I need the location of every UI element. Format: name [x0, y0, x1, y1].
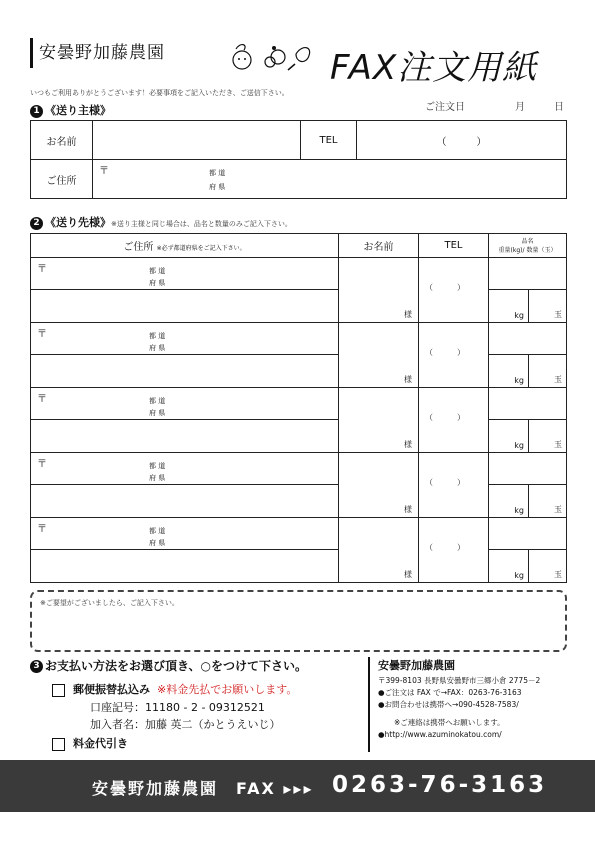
row-tel-paren: （ ） [425, 413, 465, 422]
row-item-field[interactable] [489, 258, 567, 290]
transfer-checkbox[interactable] [52, 684, 65, 697]
row-name-field[interactable] [339, 518, 419, 583]
row-pref-1: 都 道 [149, 527, 166, 535]
row-kg-field[interactable] [489, 550, 529, 583]
row-tel-paren: （ ） [425, 348, 465, 357]
payment-title-text: お支払い方法をお選び頂き、○をつけて下さい。 [45, 659, 307, 673]
row-tama-unit: 玉 [554, 505, 562, 514]
row-tel-field[interactable] [419, 258, 489, 323]
row-sama: 様 [404, 570, 412, 579]
transfer-label: 郵便振替払込み [73, 683, 150, 696]
row-address-top[interactable] [31, 258, 339, 290]
row-tel-paren: （ ） [425, 543, 465, 552]
account-number: 口座記号：11180 - 2 - 09312521 [90, 701, 265, 714]
section-number: 1 [30, 105, 43, 118]
footer-text: 安曇野加藤農園 FAX ▸▸▸ [92, 779, 314, 798]
row-item-field[interactable] [489, 453, 567, 485]
col-tel: TEL [419, 234, 489, 258]
col-address-note: ※必ず都道府県をご記入下さい。 [156, 245, 246, 252]
row-address-top[interactable] [31, 453, 339, 485]
request-note: ※ご要望がございましたら、ご記入下さい。 [40, 599, 179, 607]
row-postal-mark: 〒 [37, 459, 47, 470]
row-kg-unit: kg [514, 311, 524, 320]
info-url: ●http://www.azuminokatou.com/ [378, 730, 502, 739]
col-item [489, 234, 567, 258]
cod-checkbox[interactable] [52, 738, 65, 751]
row-pref-2: 府 県 [149, 474, 166, 482]
row-address-bottom[interactable] [31, 485, 339, 518]
row-kg-field[interactable] [489, 290, 529, 323]
farm-name-title: 安曇野加藤農園 [30, 38, 165, 68]
row-address-bottom[interactable] [31, 420, 339, 453]
sender-address-field[interactable] [93, 160, 567, 199]
sender-tel-field[interactable] [357, 121, 567, 160]
section-number: 3 [30, 660, 43, 673]
recipient-note: ※送り主様と同じ場合は、品名と数量のみご記入下さい。 [111, 220, 292, 228]
sender-name-field[interactable] [93, 121, 301, 160]
row-postal-mark: 〒 [37, 329, 47, 340]
row-address-top[interactable] [31, 388, 339, 420]
col-address [31, 234, 339, 258]
sender-section-title [30, 102, 111, 118]
row-sama: 様 [404, 505, 412, 514]
form-title: FAX注文用紙 [330, 48, 538, 88]
row-tel-field[interactable] [419, 323, 489, 388]
sender-title: 《送り主様》 [45, 104, 111, 117]
row-sama: 様 [404, 310, 412, 319]
row-address-bottom[interactable] [31, 290, 339, 323]
prepay-note: ※料金先払でお願いします。 [157, 683, 298, 696]
recipient-table [30, 233, 567, 258]
row-address-bottom[interactable] [31, 550, 339, 583]
row-kg-unit: kg [514, 441, 524, 450]
info-contact: ●お問合わせは携帯へ→090-4528-7583/ [378, 700, 519, 709]
recipient-section-title [30, 214, 292, 230]
section-number: 2 [30, 217, 43, 230]
row-address-top[interactable] [31, 323, 339, 355]
postal-mark: 〒 [99, 166, 109, 177]
name-label: お名前 [31, 121, 93, 160]
row-tama-field[interactable] [529, 550, 567, 583]
row-sama: 様 [404, 375, 412, 384]
recipient-row [30, 517, 567, 583]
row-tel-field[interactable] [419, 453, 489, 518]
row-pref-2: 府 県 [149, 344, 166, 352]
tel-paren: （ ） [436, 136, 487, 148]
recipient-row [30, 257, 567, 323]
row-item-field[interactable] [489, 388, 567, 420]
row-tel-paren: （ ） [425, 283, 465, 292]
row-tama-field[interactable] [529, 420, 567, 453]
row-address-top[interactable] [31, 518, 339, 550]
row-tama-field[interactable] [529, 355, 567, 388]
request-box[interactable] [30, 590, 567, 652]
row-postal-mark: 〒 [37, 394, 47, 405]
recipient-row [30, 387, 567, 453]
info-note: ※ご連絡は携帯へお願いします。 [394, 718, 505, 727]
row-kg-field[interactable] [489, 355, 529, 388]
payment-title [30, 657, 307, 674]
row-pref-1: 都 道 [149, 267, 166, 275]
fruit-mascot-icon [230, 40, 320, 75]
pref-label-2: 府 県 [209, 183, 226, 191]
sender-table [30, 120, 567, 199]
pref-label-1: 都 道 [209, 169, 226, 177]
payment-option-cod[interactable] [52, 735, 128, 751]
info-address: 〒399-8103 長野県安曇野市三郷小倉 2775－2 [378, 676, 541, 685]
row-pref-1: 都 道 [149, 462, 166, 470]
row-pref-1: 都 道 [149, 397, 166, 405]
cod-label: 料金代引き [73, 737, 128, 750]
address-label: ご住所 [31, 160, 93, 199]
recipient-title: 《送り先様》 [45, 216, 111, 229]
row-kg-unit: kg [514, 506, 524, 515]
recipient-row [30, 452, 567, 518]
info-fax: ●ご注文は FAX で→FAX：0263-76-3163 [378, 688, 522, 697]
footer-fax-number: 0263-76-3163 [332, 772, 548, 798]
row-name-field[interactable] [339, 388, 419, 453]
row-pref-2: 府 県 [149, 409, 166, 417]
account-holder: 加入者名：加藤 英二（かとうえいじ） [90, 718, 281, 731]
row-name-field[interactable] [339, 453, 419, 518]
row-tama-field[interactable] [529, 290, 567, 323]
farm-info-panel [368, 657, 568, 752]
footer-bar [0, 760, 595, 812]
row-tel-field[interactable] [419, 388, 489, 453]
order-date-label: ご注文日 [425, 102, 465, 113]
info-farm-name: 安曇野加藤農園 [378, 659, 455, 672]
row-pref-2: 府 県 [149, 279, 166, 287]
row-tama-field[interactable] [529, 485, 567, 518]
row-name-field[interactable] [339, 258, 419, 323]
col-item-label: 品名 [521, 237, 534, 245]
row-tel-paren: （ ） [425, 478, 465, 487]
row-tama-unit: 玉 [554, 375, 562, 384]
day-label: 日 [554, 102, 564, 113]
col-address-label: ご住所 [123, 242, 154, 253]
row-kg-field[interactable] [489, 420, 529, 453]
col-qty-label: 重量(kg)/ 数量（玉） [498, 246, 557, 254]
thanks-note: いつもご利用ありがとうございます！必要事項をご記入いただき、ご送信下さい。 [30, 89, 289, 97]
row-kg-unit: kg [514, 376, 524, 385]
col-name: お名前 [339, 234, 419, 258]
row-kg-field[interactable] [489, 485, 529, 518]
row-pref-2: 府 県 [149, 539, 166, 547]
row-pref-1: 都 道 [149, 332, 166, 340]
month-label: 月 [515, 102, 525, 113]
row-kg-unit: kg [514, 571, 524, 580]
row-address-bottom[interactable] [31, 355, 339, 388]
row-item-field[interactable] [489, 518, 567, 550]
row-tama-unit: 玉 [554, 570, 562, 579]
row-tama-unit: 玉 [554, 440, 562, 449]
row-tel-field[interactable] [419, 518, 489, 583]
payment-option-transfer[interactable] [52, 681, 297, 697]
row-item-field[interactable] [489, 323, 567, 355]
row-name-field[interactable] [339, 323, 419, 388]
row-postal-mark: 〒 [37, 524, 47, 535]
row-postal-mark: 〒 [37, 264, 47, 275]
recipient-row [30, 322, 567, 388]
tel-label: TEL [301, 121, 357, 160]
row-sama: 様 [404, 440, 412, 449]
row-tama-unit: 玉 [554, 310, 562, 319]
